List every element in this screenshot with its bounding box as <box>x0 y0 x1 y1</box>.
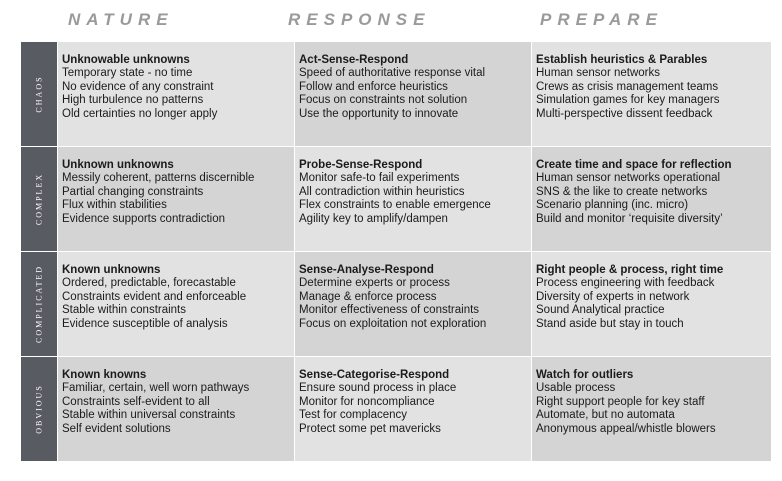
cell-title: Probe-Sense-Respond <box>299 159 423 171</box>
cell-prepare <box>532 147 771 251</box>
cell-line: All contradiction within heuristics <box>299 185 465 198</box>
cell-line: Old certainties no longer apply <box>62 107 218 120</box>
cell-title: Watch for outliers <box>536 369 634 381</box>
cell-line: Sound Analytical practice <box>536 304 665 317</box>
cell-response <box>295 42 531 146</box>
cell-title: Unknowable unknowns <box>62 54 190 66</box>
cell-nature <box>58 252 294 356</box>
cell-line: Automate, but no automata <box>536 409 675 422</box>
cell-line: Ensure sound process in place <box>299 382 457 395</box>
cell-line: Messily coherent, patterns discernible <box>62 172 255 185</box>
cell-nature <box>58 42 294 146</box>
domain-label-complex <box>21 147 57 251</box>
cell-line: Evidence supports contradiction <box>62 212 226 225</box>
cell-line: Partial changing constraints <box>62 185 204 198</box>
domain-label-text: OBVIOUS <box>34 384 44 434</box>
cell-line: High turbulence no patterns <box>62 94 204 107</box>
cell-title: Known knowns <box>62 369 147 381</box>
cell-line: Protect some pet mavericks <box>299 422 441 435</box>
cell-title: Sense-Analyse-Respond <box>299 264 434 276</box>
cell-line: Right support people for key staff <box>536 395 705 408</box>
cell-line: Manage & enforce process <box>299 290 437 303</box>
cell-line: Evidence susceptible of analysis <box>62 317 228 330</box>
cell-line: Test for complacency <box>299 409 408 422</box>
column-headers <box>58 10 770 34</box>
cell-title: Establish heuristics & Parables <box>536 54 708 66</box>
row-complex <box>21 147 771 251</box>
cell-line: Multi-perspective dissent feedback <box>536 107 713 120</box>
cell-line: Monitor effectiveness of constraints <box>299 304 480 317</box>
cell-prepare <box>532 357 771 461</box>
cell-title: Act-Sense-Respond <box>299 54 409 66</box>
cell-line: Focus on exploitation not exploration <box>299 317 487 330</box>
cynefin-response-grid <box>21 42 771 463</box>
cell-line: Ordered, predictable, forecastable <box>62 277 236 290</box>
cell-line: Constraints self-evident to all <box>62 395 210 408</box>
cell-title: Known unknowns <box>62 264 161 276</box>
cell-line: No evidence of any constraint <box>62 80 214 93</box>
cell-line: Usable process <box>536 382 616 395</box>
cell-line: Speed of authoritative response vital <box>299 67 486 80</box>
domain-label-complicated <box>21 252 57 356</box>
cell-line: Stand aside but stay in touch <box>536 317 684 330</box>
cell-line: Focus on constraints not solution <box>299 94 468 107</box>
cell-line: Use the opportunity to innovate <box>299 107 459 120</box>
cell-line: Monitor for noncompliance <box>299 395 435 408</box>
cell-line: Temporary state - no time <box>62 67 193 80</box>
domain-label-text: CHAOS <box>34 75 44 113</box>
cell-line: Constraints evident and enforceable <box>62 290 247 303</box>
header-response: RESPONSE <box>288 10 431 29</box>
cell-title: Right people & process, right time <box>536 264 724 276</box>
cell-title: Sense-Categorise-Respond <box>299 369 450 381</box>
cell-line: Follow and enforce heuristics <box>299 80 448 93</box>
cell-title: Create time and space for reflection <box>536 159 732 171</box>
domain-label-text: COMPLICATED <box>34 264 44 344</box>
domain-label-chaos <box>21 42 57 146</box>
cell-response <box>295 357 531 461</box>
cell-line: Build and monitor ‘requisite diversity’ <box>536 212 723 225</box>
cell-line: Scenario planning (inc. micro) <box>536 199 689 212</box>
cell-line: Familiar, certain, well worn pathways <box>62 382 250 395</box>
cell-prepare <box>532 42 771 146</box>
header-prepare: PREPARE <box>540 10 663 29</box>
row-complicated <box>21 252 771 356</box>
cell-line: SNS & the like to create networks <box>536 185 708 198</box>
cell-line: Diversity of experts in network <box>536 290 690 303</box>
cell-nature <box>58 147 294 251</box>
domain-label-obvious <box>21 357 57 461</box>
domain-label-text: COMPLEX <box>34 172 44 226</box>
cell-line: Human sensor networks operational <box>536 172 721 185</box>
cell-line: Crews as crisis management teams <box>536 80 719 93</box>
cell-response <box>295 252 531 356</box>
cell-line: Stable within constraints <box>62 304 187 317</box>
cell-line: Monitor safe-to fail experiments <box>299 172 460 185</box>
cell-line: Stable within universal constraints <box>62 409 236 422</box>
cell-line: Flux within stabilities <box>62 199 167 212</box>
row-obvious <box>21 357 771 461</box>
cell-nature <box>58 357 294 461</box>
cell-title: Unknown unknowns <box>62 159 174 171</box>
cell-line: Self evident solutions <box>62 422 171 435</box>
row-chaos <box>21 42 771 146</box>
cell-line: Simulation games for key managers <box>536 94 720 107</box>
cell-line: Agility key to amplify/dampen <box>299 212 448 225</box>
header-nature: NATURE <box>68 10 174 29</box>
cell-line: Anonymous appeal/whistle blowers <box>536 422 716 435</box>
cell-line: Human sensor networks <box>536 67 660 80</box>
cell-prepare <box>532 252 771 356</box>
cell-line: Flex constraints to enable emergence <box>299 199 491 212</box>
cell-line: Process engineering with feedback <box>536 277 715 290</box>
cell-line: Determine experts or process <box>299 277 450 290</box>
cell-response <box>295 147 531 251</box>
